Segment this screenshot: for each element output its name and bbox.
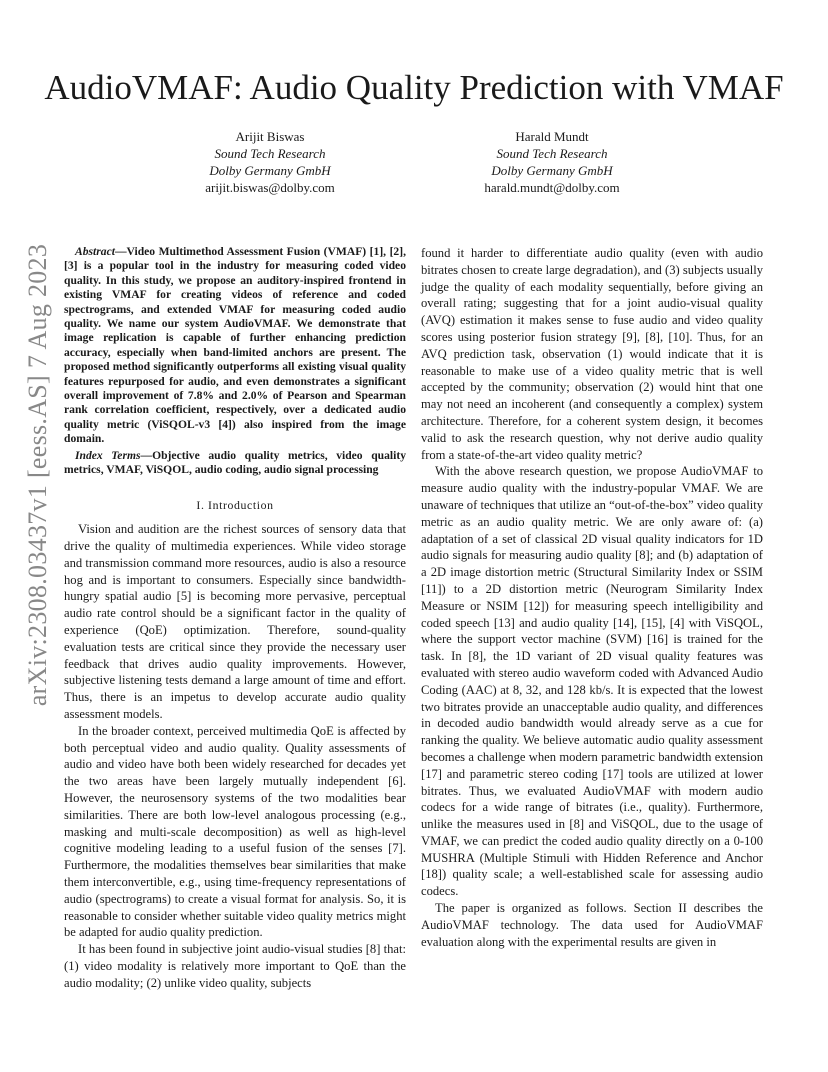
index-terms-label: Index Terms xyxy=(75,448,141,462)
author-name: Arijit Biswas xyxy=(235,129,305,144)
paragraph: With the above research question, we propose AudioVMAF to measure audio quality with the industry-popular VMAF. We are unaware of techniques that utilize an “out-of-the-box” video quality metric as an audio quality metric. We are only aware of: (a) adaptation of a set of classical 2D visual quality indicators for 1D audio signals for measuring audio quality [8]; and (b) adaptation of a 2D image distortion metric (Structural Similarity Index or SSIM [11]) to a 2D distortion metric (Neurogram Similarity Index Measure or NSIM [12]) for measuring speech intelligibility and coded speech [13] and audio quality [14], [15], [4] with ViSQOL, where the support vector machine (SVM) [16] is trained for the task. In [8], the 1D variant of 2D visual quality features was evaluated with stereo audio waveform coded with Advanced Audio Coding (AAC) at 8, 32, and 128 kb/s. It is expected that the lowest two bitrates provide an unacceptable audio quality, and differences in decoded audio bandwidth would already serve as a cue for ranking the quality. We believe automatic audio quality assessment becomes a challenge when modern parametric bandwidth extension [17] and parametric stereo coding [17] tools are utilized at lower bitrates. Thus, we evaluated AudioVMAF with modern audio codecs for a wide range of bitrates (i.e., quality). Furthermore, unlike the measures used in [8] and ViSQOL, due to the usage of VMAF, we can predict the coded audio quality directly on a 0-100 MUSHRA (Multiple Stimuli with Hidden Reference and Anchor [18]) quality scale; a well-established scale for assessing audio codecs. xyxy=(421,464,764,899)
paragraph: It has been found in subjective joint audio-visual studies [8] that: (1) video modality is relatively more important to QoE than the audio modality; (2) unlike video quality, subjects xyxy=(64,942,406,990)
left-column xyxy=(64,245,406,992)
author-block-1 xyxy=(150,128,390,196)
paragraph: In the broader context, perceived multimedia QoE is affected by both perceptual video and audio quality. Quality assessments of audio and video have both been widely researched for decades yet the two areas have been largely mutually independent [6]. However, the neurosensory systems of the two modalities bear similarities. There are both low-level analogous processing (e.g., masking and multi-scale decomposition) as well as high-level cognitive modeling leading to a useful fusion of the senses [7]. Furthermore, the modalities themselves bear similarities that make them interconvertible, e.g., using time-frequency representations of audio (spectrograms) to create a visual format for analysis. So, it is reasonable to consider whether suitable video quality metrics might be adapted for audio quality prediction. xyxy=(64,723,406,940)
author-organization: Dolby Germany GmbH xyxy=(209,163,331,178)
author-email: harald.mundt@dolby.com xyxy=(484,180,620,195)
paragraph: The paper is organized as follows. Section II describes the AudioVMAF technology. The data used for AudioVMAF evaluation along with the experimental results are given in xyxy=(421,901,763,949)
abstract xyxy=(64,245,406,447)
paragraph: found it harder to differentiate audio quality (even with audio bitrates chosen to create large degradation), and (3) subjects usually judge the quality of each modality sequentially, before giving an overall rating; suggesting that for a joint audio-visual quality (AVQ) estimation it makes sense to fuse audio and video quality scores using posterior fusion strategy [9], [8], [10]. Thus, for an AVQ prediction task, observation (1) would indicate that it is reasonable to make use of a video quality metric that is well accepted by the community; observation (2) would hint that one may not need an incoherent (and consequently a complex) system architecture. Therefore, for a coherent system design, it becomes valid to ask the research question, why not derive audio quality from a state-of-the-art video quality metric? xyxy=(421,246,763,462)
arxiv-identifier xyxy=(18,243,58,707)
paragraph: Vision and audition are the richest sources of sensory data that drive the quality of multimedia experiences. While video storage and transmission command more resources, audio is also a resource hog and is important to consumers. Especially since bandwidth-hungry spatial audio [5] is becoming more pervasive, perceptual audio rate control should be a significant factor in the quality of experience (QoE) optimization. Therefore, sound-quality evaluation tests are critical since they provide the necessary user feedback that drives audio quality improvements. However, subjective listening tests demand a large amount of time and effort. Thus, there is an impetus to develop accurate audio quality assessment models. xyxy=(64,522,406,722)
abstract-text: —Video Multimethod Assessment Fusion (VMAF) [1], [2], [3] is a popular tool in the industry for measuring coded video quality. In this study, we propose an auditory-inspired frontend in existing VMAF for creating videos of reference and coded spectrograms, and extended VMAF for measuring coded audio quality. We name our system AudioVMAF. We demonstrate that image replication is capable of further enhancing prediction accuracy, especially when band-limited anchors are present. The proposed method significantly outperforms all existing visual quality features repurposed for audio, and even demonstrates a significant overall improvement of 7.8% and 2.0% of Pearson and Spearman rank correlation coefficient, respectively, over a dedicated audio quality metric (ViSQOL-v3 [4]) also inspired from the image domain. xyxy=(64,245,406,446)
arxiv-id-text: arXiv:2308.03437v1 [eess.AS] 7 Aug 2023 xyxy=(23,243,52,707)
right-column xyxy=(421,245,763,950)
abstract-label: Abstract xyxy=(75,245,115,258)
author-affiliation: Sound Tech Research xyxy=(214,146,326,161)
index-terms xyxy=(64,449,406,478)
paper-title: AudioVMAF: Audio Quality Prediction with VMAF xyxy=(44,68,784,107)
index-terms-text: —Objective audio quality metrics, video quality metrics, VMAF, ViSQOL, audio coding, audio signal processing xyxy=(64,448,406,477)
author-block-2 xyxy=(432,128,672,196)
section-heading: I. Introduction xyxy=(196,497,274,512)
author-email: arijit.biswas@dolby.com xyxy=(205,180,335,195)
author-affiliation: Sound Tech Research xyxy=(496,146,608,161)
author-name: Harald Mundt xyxy=(515,129,589,144)
author-organization: Dolby Germany GmbH xyxy=(491,163,613,178)
